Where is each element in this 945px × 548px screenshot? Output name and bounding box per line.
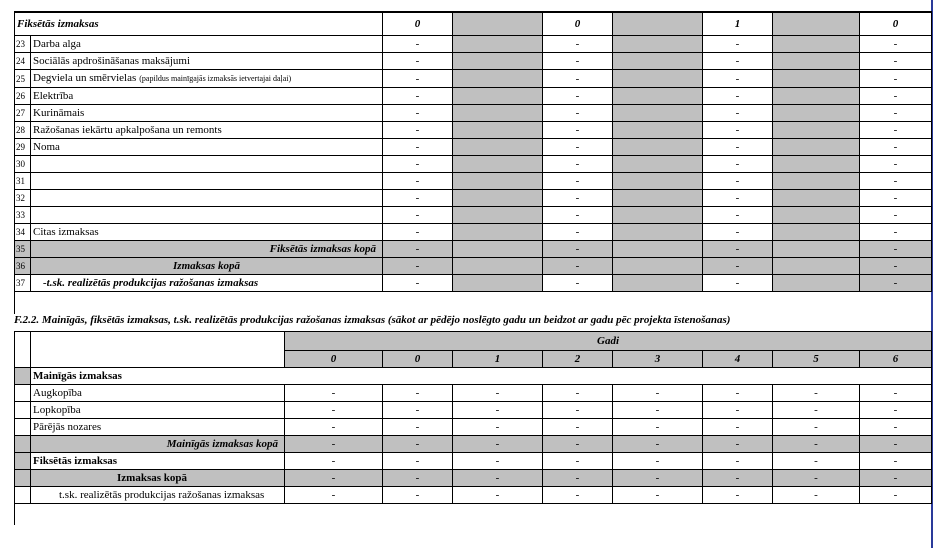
value-cell: - (543, 122, 613, 139)
grey-cell (613, 241, 703, 258)
grey-cell (773, 207, 860, 224)
grey-cell (613, 53, 703, 70)
grey-cell (773, 224, 860, 241)
value-cell: - (453, 470, 543, 487)
variable-row (15, 385, 932, 402)
fixed-costs-total-row (15, 275, 932, 292)
row-number: 35 (15, 241, 31, 258)
value-cell: - (860, 385, 932, 402)
value-cell: - (860, 436, 932, 453)
fixed-costs-total-row (15, 258, 932, 275)
header-value: 0 (860, 12, 932, 36)
value-cell: - (285, 453, 383, 470)
value-cell: - (383, 419, 453, 436)
value-cell: - (860, 53, 932, 70)
grey-cell (773, 12, 860, 36)
blank-cell (31, 332, 285, 368)
value-cell: - (613, 470, 703, 487)
grey-cell (773, 139, 860, 156)
fixed-costs-row (15, 70, 932, 88)
value-cell: - (383, 122, 453, 139)
fixed-costs-row (15, 173, 932, 190)
value-cell: - (613, 419, 703, 436)
value-cell: - (453, 453, 543, 470)
value-cell: - (860, 105, 932, 122)
value-cell: - (543, 53, 613, 70)
value-cell: - (285, 470, 383, 487)
header-value: 0 (383, 12, 453, 36)
grey-cell (773, 258, 860, 275)
value-cell: - (703, 436, 773, 453)
grey-cell (613, 12, 703, 36)
row-label-text: Fiksētās izmaksas kopā (269, 243, 377, 255)
page-frame-left (14, 290, 15, 314)
value-cell: - (773, 419, 860, 436)
value-cell: - (383, 275, 453, 292)
grey-cell (453, 207, 543, 224)
value-cell: - (543, 224, 613, 241)
value-cell: - (703, 53, 773, 70)
fixed-costs-row (15, 156, 932, 173)
value-cell: - (543, 402, 613, 419)
year-header: 0 (285, 351, 383, 368)
grey-cell (453, 139, 543, 156)
value-cell: - (383, 436, 453, 453)
blank-cell (15, 332, 31, 368)
value-cell: - (383, 53, 453, 70)
grey-cell (453, 88, 543, 105)
value-cell: - (773, 402, 860, 419)
row-number: 30 (15, 156, 31, 173)
row-label: Mainīgās izmaksas kopā (31, 436, 285, 453)
value-cell: - (860, 224, 932, 241)
row-marker (15, 419, 31, 436)
grey-cell (613, 70, 703, 88)
row-number: 37 (15, 275, 31, 292)
value-cell: - (383, 36, 453, 53)
value-cell: - (703, 470, 773, 487)
year-header: 3 (613, 351, 703, 368)
value-cell: - (613, 453, 703, 470)
value-cell: - (703, 258, 773, 275)
fixed-costs-row (15, 105, 932, 122)
value-cell: - (453, 487, 543, 504)
row-label-text: Izmaksas kopā (173, 260, 240, 272)
value-cell: - (613, 436, 703, 453)
row-label (31, 275, 383, 292)
value-cell: - (703, 70, 773, 88)
row-number: 32 (15, 190, 31, 207)
grey-cell (773, 36, 860, 53)
row-number: 34 (15, 224, 31, 241)
value-cell: - (543, 487, 613, 504)
value-cell: - (383, 487, 453, 504)
grey-cell (613, 105, 703, 122)
value-cell: - (543, 139, 613, 156)
row-label (31, 241, 383, 258)
row-marker (15, 402, 31, 419)
grey-cell (613, 156, 703, 173)
value-cell: - (703, 241, 773, 258)
value-cell: - (860, 70, 932, 88)
value-cell: - (860, 258, 932, 275)
value-cell: - (543, 88, 613, 105)
grey-cell (453, 275, 543, 292)
row-label-text: Degviela un smērvielas (33, 72, 137, 84)
row-number: 26 (15, 88, 31, 105)
value-cell: - (613, 402, 703, 419)
fixed-costs-row (15, 207, 932, 224)
value-cell: - (703, 122, 773, 139)
variable-header-row (15, 368, 932, 385)
value-cell: - (543, 173, 613, 190)
value-cell: - (543, 70, 613, 88)
grey-cell (453, 190, 543, 207)
value-cell: - (773, 470, 860, 487)
value-cell: - (543, 156, 613, 173)
value-cell: - (383, 402, 453, 419)
value-cell: - (773, 436, 860, 453)
grey-cell (773, 190, 860, 207)
grey-cell (613, 36, 703, 53)
value-cell: - (860, 122, 932, 139)
row-label (31, 88, 383, 105)
grey-cell (613, 139, 703, 156)
grey-cell (613, 173, 703, 190)
fixed-costs-row (15, 224, 932, 241)
value-cell: - (383, 224, 453, 241)
value-cell: - (613, 487, 703, 504)
value-cell: - (703, 105, 773, 122)
grey-cell (773, 241, 860, 258)
value-cell: - (383, 190, 453, 207)
row-label-text: Citas izmaksas (33, 226, 99, 238)
row-number: 24 (15, 53, 31, 70)
value-cell: - (703, 207, 773, 224)
yearly-costs-table (14, 331, 932, 504)
row-label (31, 156, 383, 173)
grey-cell (773, 70, 860, 88)
row-number: 31 (15, 173, 31, 190)
fixed-costs-table (14, 11, 932, 292)
value-cell: - (285, 419, 383, 436)
row-marker (15, 385, 31, 402)
grey-cell (773, 122, 860, 139)
row-label-text: Elektrība (33, 90, 74, 102)
value-cell: - (383, 88, 453, 105)
value-cell: - (703, 156, 773, 173)
value-cell: - (543, 419, 613, 436)
value-cell: - (383, 207, 453, 224)
grey-cell (613, 122, 703, 139)
value-cell: - (543, 436, 613, 453)
value-cell: - (543, 105, 613, 122)
grey-cell (773, 156, 860, 173)
value-cell: - (613, 385, 703, 402)
value-cell: - (703, 402, 773, 419)
section-title: F.2.2. Mainīgās, fiksētās izmaksas, t.sk. realizētās produkcijas ražošanas izmaksas (sākot ar pēdējo noslēgto gadu un beidzot ar gadu pēc projekta īstenošanas) (14, 314, 731, 326)
value-cell: - (543, 385, 613, 402)
value-cell: - (703, 173, 773, 190)
value-cell: - (860, 275, 932, 292)
grey-cell (773, 88, 860, 105)
row-label (31, 258, 383, 275)
row-label-text: Kurināmais (33, 107, 85, 119)
value-cell: - (453, 402, 543, 419)
value-cell: - (383, 70, 453, 88)
fixed-costs-header-label: Fiksētās izmaksas (15, 12, 383, 36)
fixed-costs-row (15, 53, 932, 70)
grey-cell (613, 258, 703, 275)
variable-row (15, 419, 932, 436)
grey-cell (453, 156, 543, 173)
realized-row (15, 487, 932, 504)
fixed-costs-row (15, 139, 932, 156)
value-cell: - (285, 385, 383, 402)
row-label (31, 53, 383, 70)
value-cell: - (383, 105, 453, 122)
grey-cell (453, 36, 543, 53)
value-cell: - (860, 156, 932, 173)
row-marker (15, 487, 31, 504)
row-number: 23 (15, 36, 31, 53)
variable-row (15, 402, 932, 419)
year-header: 1 (453, 351, 543, 368)
value-cell: - (383, 258, 453, 275)
row-label (31, 224, 383, 241)
row-label (31, 190, 383, 207)
year-header: 4 (703, 351, 773, 368)
value-cell: - (543, 275, 613, 292)
value-cell: - (860, 207, 932, 224)
row-label: t.sk. realizētās produkcijas ražošanas izmaksas (31, 487, 285, 504)
grey-cell (613, 88, 703, 105)
value-cell: - (543, 258, 613, 275)
value-cell: - (383, 453, 453, 470)
value-cell: - (543, 453, 613, 470)
grey-cell (773, 275, 860, 292)
row-label: Izmaksas kopā (31, 470, 285, 487)
value-cell: - (703, 190, 773, 207)
variable-total-row (15, 436, 932, 453)
grey-cell (453, 258, 543, 275)
value-cell: - (453, 385, 543, 402)
value-cell: - (285, 487, 383, 504)
value-cell: - (543, 36, 613, 53)
row-label (31, 207, 383, 224)
row-marker (15, 453, 31, 470)
row-label-text: Sociālās apdrošināšanas maksājumi (33, 55, 191, 67)
value-cell: - (860, 487, 932, 504)
row-number: 28 (15, 122, 31, 139)
value-cell: - (543, 207, 613, 224)
row-number: 36 (15, 258, 31, 275)
row-number: 25 (15, 70, 31, 88)
value-cell: - (543, 470, 613, 487)
value-cell: - (703, 139, 773, 156)
page-frame-left-bottom (14, 503, 15, 525)
row-label: Pārējās nozares (31, 419, 285, 436)
row-label (31, 70, 383, 88)
value-cell: - (383, 139, 453, 156)
value-cell: - (703, 88, 773, 105)
grey-cell (453, 105, 543, 122)
value-cell: - (773, 453, 860, 470)
grey-cell (453, 241, 543, 258)
value-cell: - (703, 36, 773, 53)
value-cell: - (860, 241, 932, 258)
value-cell: - (860, 88, 932, 105)
grey-cell (453, 122, 543, 139)
fixed-costs-header-row (15, 12, 932, 36)
gadi-row (15, 332, 932, 351)
year-header: 0 (383, 351, 453, 368)
value-cell: - (860, 36, 932, 53)
fixed-costs-row (15, 36, 932, 53)
year-header: 5 (773, 351, 860, 368)
row-marker (15, 470, 31, 487)
row-label: Mainīgās izmaksas (31, 368, 932, 385)
row-label (31, 173, 383, 190)
fixed-row (15, 453, 932, 470)
value-cell: - (860, 190, 932, 207)
row-label (31, 139, 383, 156)
row-label-text: Noma (33, 141, 60, 153)
row-label-text: Darba alga (33, 38, 81, 50)
value-cell: - (860, 453, 932, 470)
value-cell: - (453, 436, 543, 453)
value-cell: - (860, 419, 932, 436)
value-cell: - (383, 470, 453, 487)
value-cell: - (383, 241, 453, 258)
grey-cell (613, 275, 703, 292)
row-label (31, 105, 383, 122)
value-cell: - (285, 402, 383, 419)
year-header: 2 (543, 351, 613, 368)
grey-cell (453, 173, 543, 190)
row-label-text: -t.sk. realizētās produkcijas ražošanas izmaksas (43, 277, 259, 289)
row-label-text: Ražošanas iekārtu apkalpošana un remonts (33, 124, 222, 136)
grey-cell (773, 105, 860, 122)
value-cell: - (860, 402, 932, 419)
value-cell: - (860, 470, 932, 487)
fixed-costs-row (15, 190, 932, 207)
total-row (15, 470, 932, 487)
value-cell: - (773, 385, 860, 402)
value-cell: - (703, 487, 773, 504)
header-value: 0 (543, 12, 613, 36)
value-cell: - (703, 275, 773, 292)
value-cell: - (703, 224, 773, 241)
grey-cell (613, 190, 703, 207)
value-cell: - (543, 241, 613, 258)
row-label (31, 36, 383, 53)
row-number: 33 (15, 207, 31, 224)
value-cell: - (383, 385, 453, 402)
grey-cell (453, 70, 543, 88)
grey-cell (773, 173, 860, 190)
value-cell: - (543, 190, 613, 207)
header-value: 1 (703, 12, 773, 36)
yearly-costs-body (15, 332, 932, 504)
gadi-label: Gadi (285, 332, 932, 351)
grey-cell (613, 224, 703, 241)
value-cell: - (703, 419, 773, 436)
fixed-costs-row (15, 88, 932, 105)
row-label-note: (papildus mainīgajās izmaksās ietvertajai daļai) (139, 74, 292, 83)
row-number: 29 (15, 139, 31, 156)
row-number: 27 (15, 105, 31, 122)
year-header: 6 (860, 351, 932, 368)
row-label (31, 122, 383, 139)
value-cell: - (383, 156, 453, 173)
value-cell: - (703, 453, 773, 470)
row-marker (15, 368, 31, 385)
fixed-costs-body (15, 12, 932, 292)
value-cell: - (860, 139, 932, 156)
grey-cell (773, 53, 860, 70)
value-cell: - (703, 385, 773, 402)
value-cell: - (383, 173, 453, 190)
grey-cell (453, 224, 543, 241)
grey-cell (613, 207, 703, 224)
value-cell: - (860, 173, 932, 190)
row-label: Lopkopība (31, 402, 285, 419)
row-label: Augkopība (31, 385, 285, 402)
value-cell: - (285, 436, 383, 453)
grey-cell (453, 53, 543, 70)
value-cell: - (453, 419, 543, 436)
value-cell: - (773, 487, 860, 504)
row-marker (15, 436, 31, 453)
fixed-costs-row (15, 122, 932, 139)
row-label: Fiksētās izmaksas (31, 453, 285, 470)
fixed-costs-total-row (15, 241, 932, 258)
grey-cell (453, 12, 543, 36)
